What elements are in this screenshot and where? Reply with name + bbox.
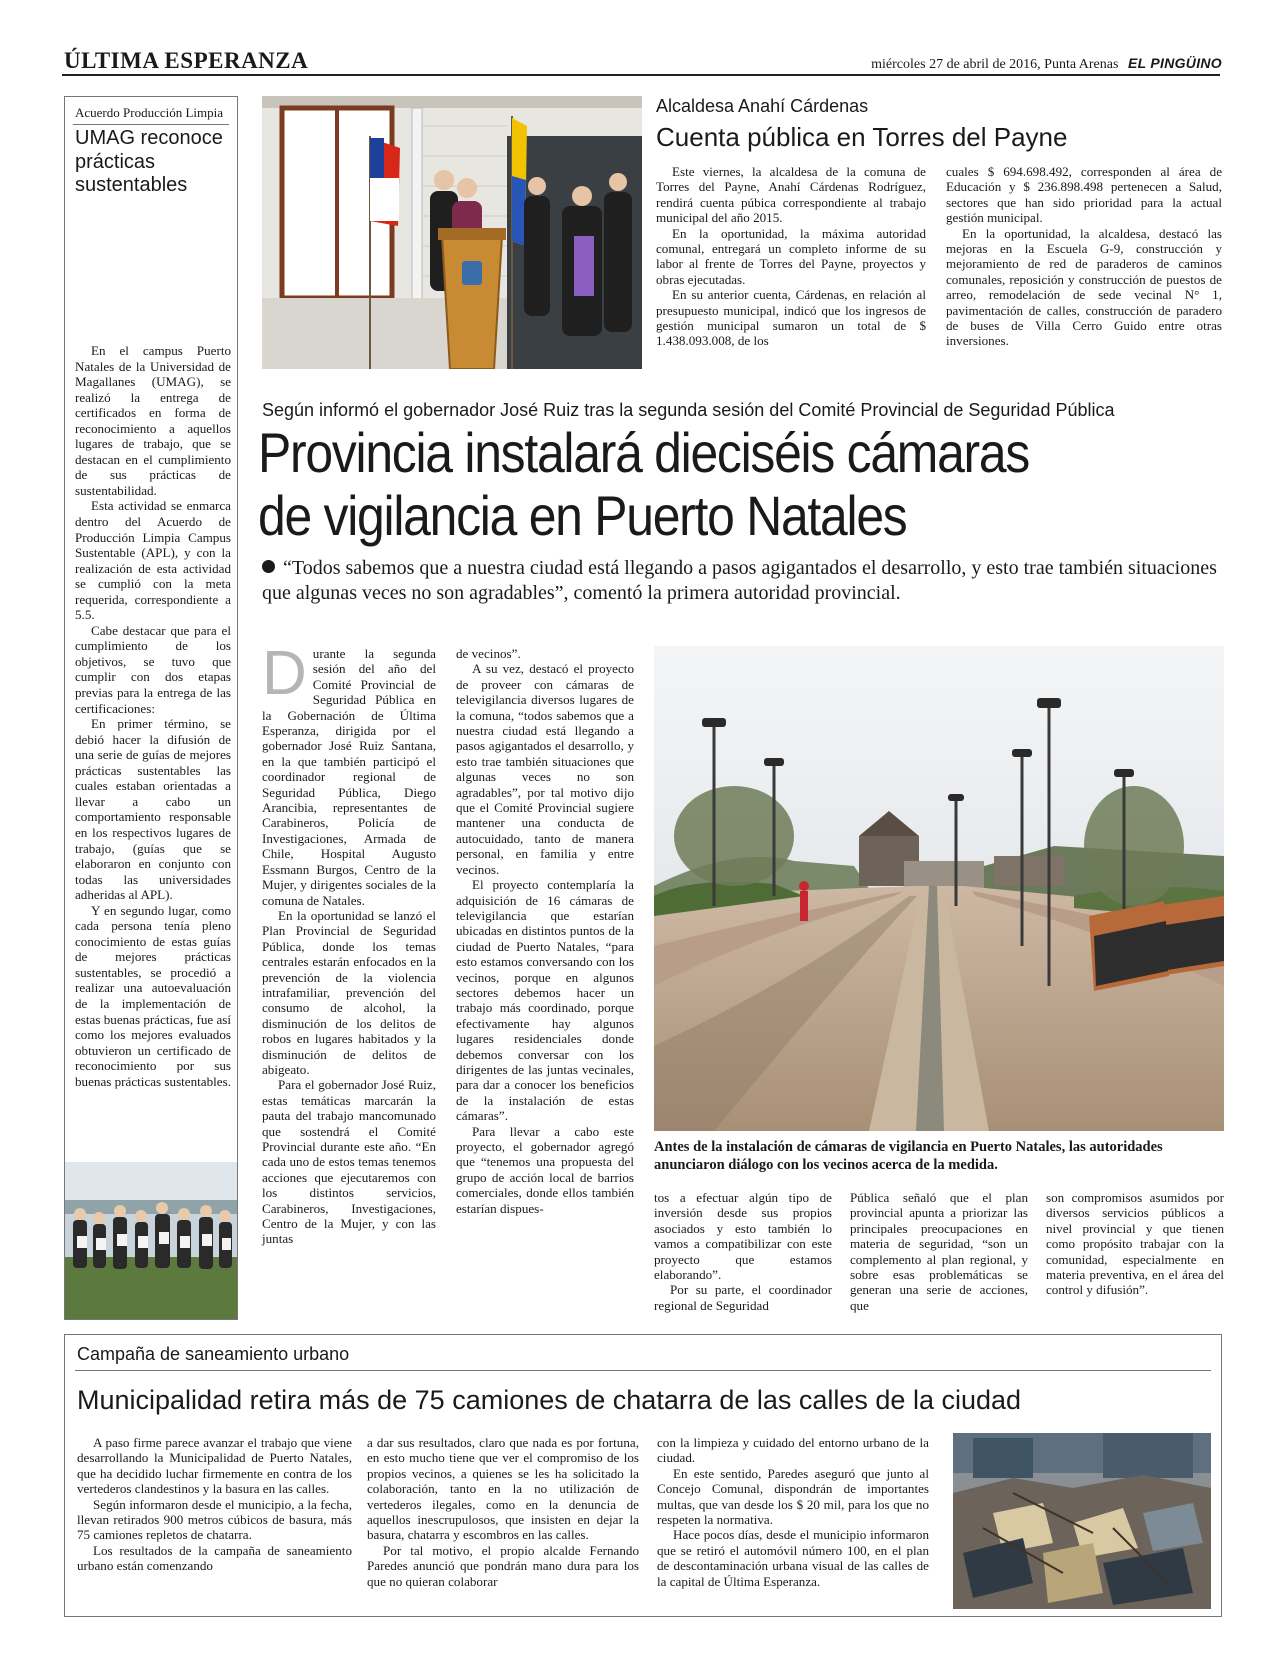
sidebar-headline: UMAG reconoce prácticas sustentables xyxy=(75,127,223,196)
main-article-paragraph: El proyecto contemplaría la adquisición de 16 cámaras de televigilancia que estarían ubicadas en distintos puntos de la ciudad de Puerto Natales, “para esto estamos conversando con los vecinos, porque en algunos sectores debemos hacer un trabajo más coordinado, porque efectivamente hay algunos lugares residenciales donde debemos conversar con los dirigentes de las juntas vecinales, para dar a conocer los beneficios de la instalación de estas cámaras”. xyxy=(456,877,634,1124)
bottom-article-column-3 xyxy=(657,1435,929,1589)
bottom-kicker-rule xyxy=(75,1370,1211,1371)
main-article-deck xyxy=(262,556,1222,606)
scrap-metal-photo xyxy=(953,1433,1211,1609)
top-article-column-2 xyxy=(946,164,1222,349)
main-deck-text: “Todos sabemos que a nuestra ciudad está llegando a pasos agigantados el desarrollo, y esto trae también situaciones que algunas veces no son agradables”, comentó la primera autoridad provincial. xyxy=(262,557,1217,604)
main-article-paragraph: tos a efectuar algún tipo de inversión desde sus propios asociados y esto también lo vamos a compatibilizar con este proyecto que estamos elaborando”. xyxy=(654,1190,832,1283)
main-article-paragraph xyxy=(262,639,436,908)
plaza-photo-caption: Antes de la instalación de cámaras de vigilancia en Puerto Natales, las autoridades anunciaron diálogo con los vecinos acerca de la medida. xyxy=(654,1139,1163,1173)
main-article-column-4 xyxy=(850,1190,1028,1313)
top-article-column-1 xyxy=(656,164,926,349)
bottom-article-paragraph: En este sentido, Paredes aseguró que junto al Concejo Comunal, dispondrán de importantes multas, que van desde los $ 20 mil, para los que no respeten la normativa. xyxy=(657,1465,929,1528)
ceremony-photo xyxy=(262,96,642,369)
bottom-article-column-1 xyxy=(77,1435,352,1574)
bottom-article-paragraph: A paso firme parece avanzar el trabajo que viene desarrollando la Municipalidad de Puerto Natales, que ha decidido luchar firmemente en contra de los vertederos clandestinos y la basura en las calles. xyxy=(77,1435,352,1497)
sidebar-box xyxy=(64,96,238,1320)
main-article-kicker: Según informó el gobernador José Ruiz tras la segunda sesión del Comité Provincial de Seguridad Pública xyxy=(262,400,1115,420)
top-article-paragraph: Este viernes, la alcaldesa de la comuna de Torres del Payne, Anahí Cárdenas Rodríguez, rendirá cuenta púbica correspondiente al trabajo municipal del año 2015. xyxy=(656,164,926,226)
bullet-icon xyxy=(262,560,275,573)
brand-logo: EL PINGÜINO xyxy=(1127,55,1222,71)
main-headline-line-2: de vigilancia en Puerto Natales xyxy=(258,484,907,547)
bottom-article-column-2 xyxy=(367,1435,639,1589)
sidebar-kicker: Acuerdo Producción Limpia xyxy=(75,105,224,120)
sidebar-paragraph: En primer término, se debió hacer la difusión de una serie de guías de mejores prácticas sustentables las cuales estaban orientadas a llevar a cabo un comportamiento responsable en los respectivos lugares de trabajo, (guías que se elaboraron en conjunto con todas las universidades adheridas al APL). xyxy=(75,716,231,903)
section-title: ÚLTIMA ESPERANZA xyxy=(64,48,309,73)
bottom-article-kicker: Campaña de saneamiento urbano xyxy=(77,1344,350,1364)
bottom-article-headline: Municipalidad retira más de 75 camiones de chatarra de las calles de la ciudad xyxy=(77,1385,1022,1415)
main-article-paragraph: Para llevar a cabo este proyecto, el gobernador agregó que “tenemos una propuesta del grupo de acción local de barrios comerciales, donde ellos también estarían dispues- xyxy=(456,1123,634,1216)
main-article-paragraph: de vecinos”. xyxy=(456,646,521,661)
main-headline-line-1: Provincia instalará dieciséis cámaras xyxy=(258,421,1030,484)
bottom-article-paragraph: Hace pocos días, desde el municipio informaron que se retiró el automóvil número 100, en el plan de descontaminación urbana visual de las calles de la capital de Última Esperanza. xyxy=(657,1527,929,1589)
bottom-article-paragraph: Según informaron desde el municipio, a la fecha, llevan retirados 900 metros cúbicos de basura, más 75 camiones repletos de chatarra. xyxy=(77,1496,352,1543)
top-article-paragraph: En su anterior cuenta, Cárdenas, en relación al presupuesto municipal, indicó que los ingresos de gestión municipal sumaron un total de $ 1.438.093.008, de los xyxy=(656,287,926,349)
sidebar-body xyxy=(75,343,231,1089)
sidebar-group-photo xyxy=(65,1162,237,1319)
sidebar-paragraph: Esta actividad se enmarca dentro del Acuerdo de Producción Limpia Campus Sustentable (APL), y con la realización de esta actividad se cumplió con la meta requerida, correspondiente a 5.5. xyxy=(75,498,231,623)
sidebar-paragraph: Y en segundo lugar, como cada persona tenía pleno conocimiento de estas guías de mejores prácticas sustentables, se procedió a realizar una autoevaluación de la implementación de estas buenas prácticas, fue así como los mejores evaluados obtuvieron un certificado de reconocimiento por sus buenas prácticas sustentables. xyxy=(75,902,231,1089)
issue-date: miércoles 27 de abril de 2016, Punta Arenas xyxy=(871,57,1119,72)
main-article-paragraph: Para el gobernador José Ruiz, estas temáticas marcarán la pauta del trabajo mancomunado que sostendrá el Comité Provincial durante este año. “En cada uno de estos temas tenemos acciones que ejecutaremos con los distintos servicios, Carabineros, Investigaciones, Centro de la Mujer, y con las juntas xyxy=(262,1077,436,1247)
bottom-article-paragraph: Por tal motivo, el propio alcalde Fernando Paredes anunció que pondrán mano dura para los que no quieran colaborar xyxy=(367,1542,639,1589)
main-article-paragraph: A su vez, destacó el proyecto de proveer con cámaras de televigilancia diversos lugares de la comuna, “todos sabemos que a nuestra ciudad está llegando a pasos agigantados el desarrollo, y esto trae también situaciones que algunas veces no son agradables”, por tal motivo dijo que el Comité Provincial sugiere mantener una conducta de autocuidado, tanto de manera personal, en familia y entre vecinos. xyxy=(456,661,634,877)
top-article-paragraph: En la oportunidad, la alcaldesa, destacó las mejoras en la Escuela G-9, construcción y mejoramiento de red de paraderos de caminos comunales, reposición y construcción de puestos de arreo, remodelación de sede vecinal N° 1, pavimentación de calles, construcción de paradero de buses de Villa Cerro Guido entre otras inversiones. xyxy=(946,225,1222,349)
main-article-paragraph: son compromisos asumidos por diversos servicios públicos a nivel provincial y que tienen como propósito trabajar con la comunidad, especialmente en materia preventiva, en el área del control y difusión”. xyxy=(1046,1190,1224,1298)
main-article-column-3 xyxy=(654,1190,832,1313)
plaza-photo xyxy=(654,646,1224,1131)
sidebar-kicker-rule xyxy=(73,124,229,125)
top-article-headline: Cuenta pública en Torres del Payne xyxy=(656,122,1068,152)
main-article-column-1 xyxy=(262,639,436,1247)
top-article-kicker: Alcaldesa Anahí Cárdenas xyxy=(656,96,869,116)
drop-cap: D xyxy=(262,639,307,708)
main-article-paragraph: Pública señaló que el plan provincial apunta a priorizar las principales preocupaciones en materia de seguridad, “son un complemento al plan regional, y sobre esas problemáticas se generan una serie de acciones, que xyxy=(850,1190,1028,1313)
main-article-headline xyxy=(258,421,1121,547)
sidebar-paragraph: Cabe destacar que para el cumplimiento de los objetivos, se tuvo que cumplir con dos etapas previas para la entrega de las certificaciones: xyxy=(75,622,231,716)
main-article-column-5 xyxy=(1046,1190,1224,1298)
header-rule xyxy=(62,74,1220,76)
main-article-paragraph: En la oportunidad se lanzó el Plan Provincial de Seguridad Pública, donde los temas centrales estarán enfocados en la prevención de la violencia intrafamiliar, prevención del consumo de alcohol, la disminución de los delitos de robos en lugares habitados y la disminución de delitos de abigeato. xyxy=(262,907,436,1077)
bottom-article-paragraph: Los resultados de la campaña de saneamiento urbano están comenzando xyxy=(77,1542,352,1574)
date-line xyxy=(871,55,1222,73)
sidebar-paragraph: En el campus Puerto Natales de la Universidad de Magallanes (UMAG), se realizó la entrega de certificados en forma de reconocimiento a aquellos lugares de trabajo, que se destacan en el cumplimiento de sus prácticas de sustentabilidad. xyxy=(75,343,231,498)
main-article-column-2 xyxy=(456,646,634,1216)
main-article-lead: urante la segunda sesión del año del Comité Provincial de Seguridad Pública en la Gobernación de Última Esperanza, dirigida por el gobernador José Ruiz Santana, en la que también participó el coordinador regional de Seguridad Pública, Diego Arancibia, representantes de Carabineros, Policía de Investigaciones, Armada de Chile, Hospital Augusto Essmann Burgos, Centro de la Mujer, y dirigentes sociales de la comuna de Natales. xyxy=(262,646,436,908)
top-article-paragraph: cuales $ 694.698.492, corresponden al área de Educación y $ 236.898.498 pertenecen a Salud, sectores que han sido prioridad para la actual gestión municipal. xyxy=(946,164,1222,226)
bottom-article-paragraph: a dar sus resultados, claro que nada es por fortuna, en esto mucho tiene que ver el compromiso de los propios vecinos, a quienes se les ha solicitado la colaboración, tanto en la no utilización de vertederos ilegales, como en la denuncia de aquellos inescrupulosos, que insisten en dejar la basura, chatarra y escombros en las calles. xyxy=(367,1435,639,1543)
bottom-article-box xyxy=(64,1334,1222,1617)
bottom-article-paragraph: con la limpieza y cuidado del entorno urbano de la ciudad. xyxy=(657,1435,929,1466)
top-article-paragraph: En la oportunidad, la máxima autoridad comunal, entregará un completo informe de su labor al frente de Torres del Payne, proyectos y obras ejecutadas. xyxy=(656,225,926,287)
main-article-paragraph: Por su parte, el coordinador regional de Seguridad xyxy=(654,1282,832,1313)
